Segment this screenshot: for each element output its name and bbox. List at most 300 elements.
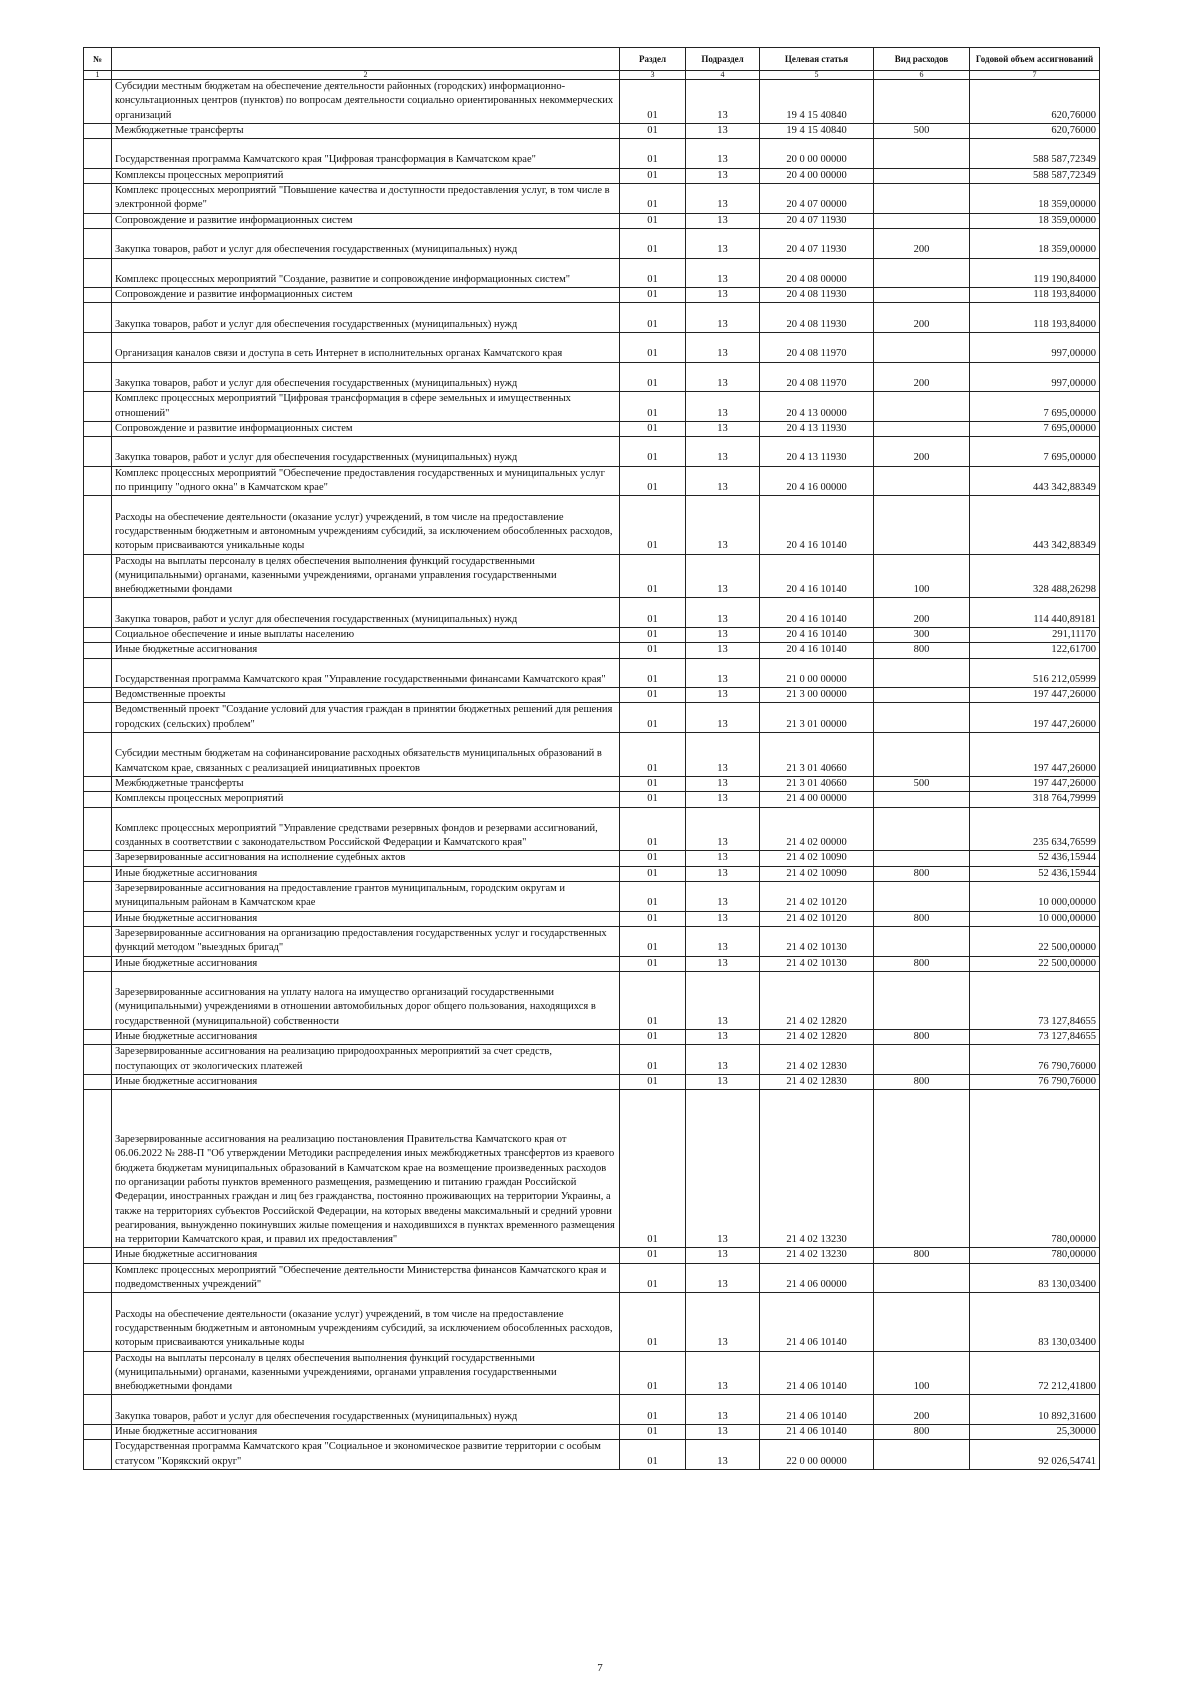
table-row <box>84 703 1100 733</box>
amount-cell: 118 193,84000 <box>970 303 1100 333</box>
table-row <box>84 184 1100 214</box>
row-number-cell <box>84 926 112 956</box>
subsection-cell: 13 <box>686 971 760 1029</box>
target-article-cell: 20 4 13 11930 <box>760 437 874 467</box>
target-article-cell: 20 4 00 00000 <box>760 168 874 183</box>
table-row <box>84 956 1100 971</box>
row-number-cell <box>84 1248 112 1263</box>
table-row <box>84 1440 1100 1470</box>
row-number-cell <box>84 627 112 642</box>
amount-cell: 72 212,41800 <box>970 1351 1100 1395</box>
section-cell: 01 <box>620 926 686 956</box>
row-number-cell <box>84 688 112 703</box>
section-cell: 01 <box>620 807 686 851</box>
expense-type-cell <box>874 1263 970 1293</box>
subsection-cell: 13 <box>686 1090 760 1248</box>
target-article-cell: 21 0 00 00000 <box>760 658 874 688</box>
subsection-cell: 13 <box>686 688 760 703</box>
expense-name-cell: Ведомственный проект "Создание условий для участия граждан в принятии бюджетных решений для решения городских (сельских) проблем" <box>112 703 620 733</box>
amount-cell: 83 130,03400 <box>970 1263 1100 1293</box>
target-article-cell: 20 4 13 00000 <box>760 392 874 422</box>
table-row <box>84 866 1100 881</box>
subsection-cell: 13 <box>686 213 760 228</box>
subsection-cell: 13 <box>686 168 760 183</box>
expense-name-cell: Комплекс процессных мероприятий "Создание, развитие и сопровождение информационных систем" <box>112 258 620 288</box>
section-cell: 01 <box>620 139 686 169</box>
expense-name-cell: Сопровождение и развитие информационных систем <box>112 421 620 436</box>
subsection-cell: 13 <box>686 911 760 926</box>
amount-cell: 7 695,00000 <box>970 392 1100 422</box>
row-number-cell <box>84 1425 112 1440</box>
section-cell: 01 <box>620 1293 686 1351</box>
section-cell: 01 <box>620 1425 686 1440</box>
subsection-cell: 13 <box>686 496 760 554</box>
target-article-cell: 21 3 01 40660 <box>760 776 874 791</box>
expense-name-cell: Комплекс процессных мероприятий "Повышение качества и доступности предоставления услуг, в том числе в электронной форме" <box>112 184 620 214</box>
column-number: 1 <box>84 71 112 80</box>
amount-cell: 10 892,31600 <box>970 1395 1100 1425</box>
expense-name-cell: Закупка товаров, работ и услуг для обеспечения государственных (муниципальных) нужд <box>112 362 620 392</box>
target-article-cell: 21 4 02 13230 <box>760 1248 874 1263</box>
target-article-cell: 21 3 01 00000 <box>760 703 874 733</box>
expense-type-cell <box>874 496 970 554</box>
section-cell: 01 <box>620 421 686 436</box>
expense-name-cell: Зарезервированные ассигнования на организацию предоставления государственных услуг и государственных функций методом "выездных бригад" <box>112 926 620 956</box>
subsection-cell: 13 <box>686 80 760 124</box>
amount-cell: 235 634,76599 <box>970 807 1100 851</box>
subsection-cell: 13 <box>686 1440 760 1470</box>
row-number-cell <box>84 1395 112 1425</box>
target-article-cell: 21 4 02 12830 <box>760 1045 874 1075</box>
row-number-cell <box>84 1263 112 1293</box>
amount-cell: 18 359,00000 <box>970 184 1100 214</box>
section-cell: 01 <box>620 333 686 363</box>
target-article-cell: 19 4 15 40840 <box>760 80 874 124</box>
subsection-cell: 13 <box>686 956 760 971</box>
section-cell: 01 <box>620 882 686 912</box>
amount-cell: 119 190,84000 <box>970 258 1100 288</box>
subsection-cell: 13 <box>686 598 760 628</box>
expense-name-cell: Субсидии местным бюджетам на обеспечение деятельности районных (городских) информационно-консультационных центров (пунктов) по вопросам деятельности социально ориентированных некоммерческих организаций <box>112 80 620 124</box>
expense-type-cell <box>874 926 970 956</box>
section-cell: 01 <box>620 851 686 866</box>
section-cell: 01 <box>620 643 686 658</box>
expense-name-cell: Сопровождение и развитие информационных систем <box>112 213 620 228</box>
subsection-cell: 13 <box>686 866 760 881</box>
subsection-cell: 13 <box>686 1293 760 1351</box>
expense-name-cell: Ведомственные проекты <box>112 688 620 703</box>
expense-name-cell: Иные бюджетные ассигнования <box>112 643 620 658</box>
expense-name-cell: Закупка товаров, работ и услуг для обеспечения государственных (муниципальных) нужд <box>112 598 620 628</box>
section-cell: 01 <box>620 956 686 971</box>
subsection-cell: 13 <box>686 554 760 598</box>
expense-name-cell: Зарезервированные ассигнования на предоставление грантов муниципальным, городским округам и муниципальным районам в Камчатском крае <box>112 882 620 912</box>
expense-type-cell <box>874 1090 970 1248</box>
subsection-cell: 13 <box>686 421 760 436</box>
section-cell: 01 <box>620 776 686 791</box>
table-row <box>84 1425 1100 1440</box>
subsection-cell: 13 <box>686 437 760 467</box>
row-number-cell <box>84 1351 112 1395</box>
expense-name-cell: Иные бюджетные ассигнования <box>112 1030 620 1045</box>
target-article-cell: 20 4 16 10140 <box>760 598 874 628</box>
table-row <box>84 437 1100 467</box>
table-row <box>84 213 1100 228</box>
target-article-cell: 21 4 02 10120 <box>760 882 874 912</box>
section-cell: 01 <box>620 228 686 258</box>
target-article-cell: 20 4 16 00000 <box>760 466 874 496</box>
expense-name-cell: Сопровождение и развитие информационных систем <box>112 288 620 303</box>
section-cell: 01 <box>620 1074 686 1089</box>
expense-type-cell: 800 <box>874 1030 970 1045</box>
table-row <box>84 392 1100 422</box>
row-number-cell <box>84 911 112 926</box>
expense-type-cell <box>874 882 970 912</box>
section-cell: 01 <box>620 1248 686 1263</box>
expense-name-cell: Межбюджетные трансферты <box>112 776 620 791</box>
target-article-cell: 20 4 08 11970 <box>760 333 874 363</box>
expense-name-cell: Комплекс процессных мероприятий "Обеспечение деятельности Министерства финансов Камчатского края и подведомственных учреждений" <box>112 1263 620 1293</box>
table-row <box>84 228 1100 258</box>
row-number-cell <box>84 1045 112 1075</box>
target-article-cell: 20 4 07 11930 <box>760 213 874 228</box>
header-number: № <box>84 48 112 71</box>
expense-name-cell: Государственная программа Камчатского края "Цифровая трансформация в Камчатском крае" <box>112 139 620 169</box>
amount-cell: 997,00000 <box>970 333 1100 363</box>
expense-type-cell: 800 <box>874 1425 970 1440</box>
expense-type-cell: 800 <box>874 866 970 881</box>
amount-cell: 92 026,54741 <box>970 1440 1100 1470</box>
target-article-cell: 21 4 02 00000 <box>760 807 874 851</box>
expense-type-cell: 300 <box>874 627 970 642</box>
row-number-cell <box>84 466 112 496</box>
amount-cell: 780,00000 <box>970 1090 1100 1248</box>
target-article-cell: 21 3 00 00000 <box>760 688 874 703</box>
section-cell: 01 <box>620 80 686 124</box>
row-number-cell <box>84 258 112 288</box>
subsection-cell: 13 <box>686 288 760 303</box>
table-row <box>84 258 1100 288</box>
table-row <box>84 1030 1100 1045</box>
amount-cell: 25,30000 <box>970 1425 1100 1440</box>
amount-cell: 114 440,89181 <box>970 598 1100 628</box>
expense-type-cell: 800 <box>874 1248 970 1263</box>
section-cell: 01 <box>620 866 686 881</box>
table-row <box>84 1248 1100 1263</box>
table-body <box>84 80 1100 1470</box>
amount-cell: 118 193,84000 <box>970 288 1100 303</box>
expense-name-cell: Закупка товаров, работ и услуг для обеспечения государственных (муниципальных) нужд <box>112 1395 620 1425</box>
amount-cell: 10 000,00000 <box>970 882 1100 912</box>
section-cell: 01 <box>620 168 686 183</box>
expense-type-cell: 200 <box>874 598 970 628</box>
subsection-cell: 13 <box>686 627 760 642</box>
expense-type-cell <box>874 792 970 807</box>
amount-cell: 197 447,26000 <box>970 688 1100 703</box>
row-number-cell <box>84 228 112 258</box>
row-number-cell <box>84 643 112 658</box>
table-row <box>84 776 1100 791</box>
table-row <box>84 807 1100 851</box>
column-number: 4 <box>686 71 760 80</box>
row-number-cell <box>84 703 112 733</box>
subsection-cell: 13 <box>686 258 760 288</box>
expense-name-cell: Зарезервированные ассигнования на исполнение судебных актов <box>112 851 620 866</box>
expense-type-cell <box>874 80 970 124</box>
row-number-cell <box>84 168 112 183</box>
table-row <box>84 1395 1100 1425</box>
expense-type-cell <box>874 421 970 436</box>
expense-type-cell: 500 <box>874 123 970 138</box>
target-article-cell: 21 4 02 10090 <box>760 851 874 866</box>
section-cell: 01 <box>620 971 686 1029</box>
section-cell: 01 <box>620 496 686 554</box>
expense-name-cell: Расходы на выплаты персоналу в целях обеспечения выполнения функций государственными (муниципальными) органами, казенными учреждениями, органами управления государственными внебюджетными фондами <box>112 554 620 598</box>
amount-cell: 588 587,72349 <box>970 168 1100 183</box>
target-article-cell: 20 4 08 11970 <box>760 362 874 392</box>
amount-cell: 620,76000 <box>970 123 1100 138</box>
row-number-cell <box>84 598 112 628</box>
expense-type-cell <box>874 213 970 228</box>
header-subsection: Подраздел <box>686 48 760 71</box>
target-article-cell: 21 4 02 12820 <box>760 971 874 1029</box>
expense-type-cell <box>874 139 970 169</box>
section-cell: 01 <box>620 911 686 926</box>
section-cell: 01 <box>620 288 686 303</box>
subsection-cell: 13 <box>686 851 760 866</box>
amount-cell: 318 764,79999 <box>970 792 1100 807</box>
column-number: 5 <box>760 71 874 80</box>
subsection-cell: 13 <box>686 792 760 807</box>
target-article-cell: 21 4 02 10130 <box>760 926 874 956</box>
section-cell: 01 <box>620 1351 686 1395</box>
page-number: 7 <box>597 1662 603 1674</box>
row-number-cell <box>84 882 112 912</box>
subsection-cell: 13 <box>686 466 760 496</box>
row-number-cell <box>84 123 112 138</box>
expense-type-cell <box>874 688 970 703</box>
table-row <box>84 971 1100 1029</box>
amount-cell: 328 488,26298 <box>970 554 1100 598</box>
row-number-cell <box>84 303 112 333</box>
expense-name-cell: Расходы на обеспечение деятельности (оказание услуг) учреждений, в том числе на предоставление государственным бюджетным и автономным учреждениям субсидий, за исключением обособленных расходов, которым присваиваются уникальные коды <box>112 1293 620 1351</box>
target-article-cell: 21 4 00 00000 <box>760 792 874 807</box>
amount-cell: 997,00000 <box>970 362 1100 392</box>
target-article-cell: 20 0 00 00000 <box>760 139 874 169</box>
target-article-cell: 21 4 06 10140 <box>760 1425 874 1440</box>
column-number: 2 <box>112 71 620 80</box>
row-number-cell <box>84 213 112 228</box>
row-number-cell <box>84 288 112 303</box>
table-row <box>84 911 1100 926</box>
expense-type-cell: 800 <box>874 643 970 658</box>
amount-cell: 197 447,26000 <box>970 703 1100 733</box>
row-number-cell <box>84 139 112 169</box>
subsection-cell: 13 <box>686 776 760 791</box>
expense-type-cell: 800 <box>874 956 970 971</box>
target-article-cell: 20 4 07 00000 <box>760 184 874 214</box>
section-cell: 01 <box>620 703 686 733</box>
amount-cell: 7 695,00000 <box>970 421 1100 436</box>
header-target-article: Целевая статья <box>760 48 874 71</box>
expense-name-cell: Межбюджетные трансферты <box>112 123 620 138</box>
expense-type-cell <box>874 466 970 496</box>
subsection-cell: 13 <box>686 303 760 333</box>
amount-cell: 291,11170 <box>970 627 1100 642</box>
table-row <box>84 421 1100 436</box>
table-row <box>84 496 1100 554</box>
amount-cell: 122,61700 <box>970 643 1100 658</box>
table-row <box>84 1045 1100 1075</box>
target-article-cell: 20 4 16 10140 <box>760 643 874 658</box>
subsection-cell: 13 <box>686 1248 760 1263</box>
table-row <box>84 80 1100 124</box>
section-cell: 01 <box>620 1263 686 1293</box>
target-article-cell: 20 4 16 10140 <box>760 627 874 642</box>
subsection-cell: 13 <box>686 1263 760 1293</box>
subsection-cell: 13 <box>686 658 760 688</box>
row-number-cell <box>84 956 112 971</box>
expense-name-cell: Государственная программа Камчатского края "Социальное и экономическое развитие территории с особым статусом "Корякский округ" <box>112 1440 620 1470</box>
expense-type-cell: 100 <box>874 1351 970 1395</box>
expense-name-cell: Иные бюджетные ассигнования <box>112 1248 620 1263</box>
table-row <box>84 658 1100 688</box>
table-row <box>84 598 1100 628</box>
amount-cell: 780,00000 <box>970 1248 1100 1263</box>
subsection-cell: 13 <box>686 643 760 658</box>
expense-name-cell: Расходы на выплаты персоналу в целях обеспечения выполнения функций государственными (муниципальными) органами, казенными учреждениями, органами управления государственными внебюджетными фондами <box>112 1351 620 1395</box>
amount-cell: 52 436,15944 <box>970 866 1100 881</box>
table-row <box>84 1263 1100 1293</box>
amount-cell: 18 359,00000 <box>970 213 1100 228</box>
target-article-cell: 21 4 02 10130 <box>760 956 874 971</box>
row-number-cell <box>84 1030 112 1045</box>
amount-cell: 588 587,72349 <box>970 139 1100 169</box>
target-article-cell: 21 4 02 10120 <box>760 911 874 926</box>
subsection-cell: 13 <box>686 1074 760 1089</box>
table-row <box>84 139 1100 169</box>
subsection-cell: 13 <box>686 882 760 912</box>
table-row <box>84 851 1100 866</box>
target-article-cell: 21 4 06 10140 <box>760 1351 874 1395</box>
row-number-cell <box>84 421 112 436</box>
amount-cell: 18 359,00000 <box>970 228 1100 258</box>
section-cell: 01 <box>620 362 686 392</box>
row-number-cell <box>84 1293 112 1351</box>
section-cell: 01 <box>620 437 686 467</box>
expense-type-cell <box>874 392 970 422</box>
expense-name-cell: Зарезервированные ассигнования на реализацию природоохранных мероприятий за счет средств, поступающих от экологических платежей <box>112 1045 620 1075</box>
subsection-cell: 13 <box>686 807 760 851</box>
expense-name-cell: Зарезервированные ассигнования на реализацию постановления Правительства Камчатского края от 06.06.2022 № 288-П "Об утверждении Методики распределения иных межбюджетных трансфертов из краевого бюджета бюджетам муниципальных образований в Камчатском крае на возмещение произведенных расходов по организации работы пунктов временного размещения, размещению и питанию граждан Российской Федерации, иностранных граждан и лиц без гражданства, постоянно проживающих на территории Украины, а также на территориях субъектов Российской Федерации, на которых введены максимальный и средний уровни реагирования, вынужденно покинувших жилые помещения и находившихся в пунктах временного размещения на территории Камчатского края, и правил их предоставления" <box>112 1090 620 1248</box>
table-row <box>84 303 1100 333</box>
expense-name-cell: Иные бюджетные ассигнования <box>112 956 620 971</box>
section-cell: 01 <box>620 627 686 642</box>
subsection-cell: 13 <box>686 228 760 258</box>
subsection-cell: 13 <box>686 1045 760 1075</box>
target-article-cell: 21 3 01 40660 <box>760 733 874 777</box>
amount-cell: 443 342,88349 <box>970 466 1100 496</box>
amount-cell: 83 130,03400 <box>970 1293 1100 1351</box>
section-cell: 01 <box>620 733 686 777</box>
target-article-cell: 21 4 02 13230 <box>760 1090 874 1248</box>
amount-cell: 76 790,76000 <box>970 1074 1100 1089</box>
amount-cell: 22 500,00000 <box>970 926 1100 956</box>
target-article-cell: 20 4 16 10140 <box>760 554 874 598</box>
amount-cell: 76 790,76000 <box>970 1045 1100 1075</box>
target-article-cell: 21 4 02 12820 <box>760 1030 874 1045</box>
expense-name-cell: Иные бюджетные ассигнования <box>112 911 620 926</box>
subsection-cell: 13 <box>686 333 760 363</box>
expense-type-cell <box>874 168 970 183</box>
expense-name-cell: Закупка товаров, работ и услуг для обеспечения государственных (муниципальных) нужд <box>112 228 620 258</box>
expense-type-cell <box>874 733 970 777</box>
row-number-cell <box>84 776 112 791</box>
target-article-cell: 20 4 07 11930 <box>760 228 874 258</box>
amount-cell: 22 500,00000 <box>970 956 1100 971</box>
row-number-cell <box>84 437 112 467</box>
header-expense-type: Вид расходов <box>874 48 970 71</box>
expense-type-cell: 500 <box>874 776 970 791</box>
expense-type-cell <box>874 288 970 303</box>
row-number-cell <box>84 807 112 851</box>
target-article-cell: 19 4 15 40840 <box>760 123 874 138</box>
section-cell: 01 <box>620 213 686 228</box>
expense-type-cell <box>874 258 970 288</box>
table-row <box>84 792 1100 807</box>
table-row <box>84 1090 1100 1248</box>
expense-name-cell: Субсидии местным бюджетам на софинансирование расходных обязательств муниципальных образований в Камчатском крае, связанных с реализацией инициативных проектов <box>112 733 620 777</box>
expense-name-cell: Иные бюджетные ассигнования <box>112 1425 620 1440</box>
amount-cell: 7 695,00000 <box>970 437 1100 467</box>
amount-cell: 516 212,05999 <box>970 658 1100 688</box>
section-cell: 01 <box>620 554 686 598</box>
row-number-cell <box>84 971 112 1029</box>
section-cell: 01 <box>620 598 686 628</box>
table-row <box>84 1293 1100 1351</box>
budget-table <box>83 47 1100 1470</box>
row-number-cell <box>84 1440 112 1470</box>
section-cell: 01 <box>620 392 686 422</box>
column-number-row <box>84 71 1100 80</box>
expense-type-cell <box>874 703 970 733</box>
target-article-cell: 21 4 06 00000 <box>760 1263 874 1293</box>
expense-name-cell: Комплекс процессных мероприятий "Обеспечение предоставления государственных и муниципальных услуг по принципу "одного окна" в Камчатском крае" <box>112 466 620 496</box>
row-number-cell <box>84 80 112 124</box>
column-number: 7 <box>970 71 1100 80</box>
subsection-cell: 13 <box>686 123 760 138</box>
expense-type-cell <box>874 333 970 363</box>
amount-cell: 73 127,84655 <box>970 1030 1100 1045</box>
amount-cell: 52 436,15944 <box>970 851 1100 866</box>
expense-name-cell: Комплексы процессных мероприятий <box>112 168 620 183</box>
section-cell: 01 <box>620 1090 686 1248</box>
expense-type-cell <box>874 1045 970 1075</box>
expense-type-cell <box>874 851 970 866</box>
table-row <box>84 733 1100 777</box>
expense-type-cell: 200 <box>874 362 970 392</box>
row-number-cell <box>84 658 112 688</box>
expense-type-cell: 100 <box>874 554 970 598</box>
section-cell: 01 <box>620 658 686 688</box>
table-row <box>84 362 1100 392</box>
subsection-cell: 13 <box>686 1351 760 1395</box>
section-cell: 01 <box>620 184 686 214</box>
expense-name-cell: Социальное обеспечение и иные выплаты населению <box>112 627 620 642</box>
table-row <box>84 882 1100 912</box>
column-number: 6 <box>874 71 970 80</box>
section-cell: 01 <box>620 123 686 138</box>
